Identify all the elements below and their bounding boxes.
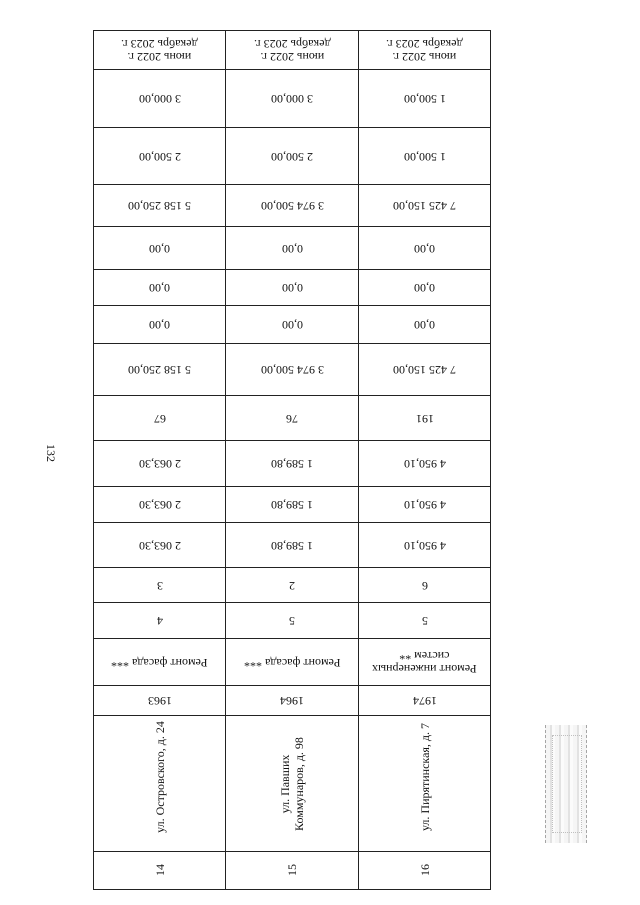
cell-residents: 76 [226, 396, 359, 441]
cell-entrances: 2 [226, 568, 359, 603]
row-regional-budget [94, 270, 491, 306]
cell-period: июнь 2022 г. декабрь 2023 г. [359, 31, 491, 70]
cell-address: ул. Островского, д. 24 [94, 716, 226, 852]
cell-entrances: 3 [94, 568, 226, 603]
row-residents [94, 396, 491, 441]
cell-work-type: Ремонт инженерных систем ** [359, 639, 491, 686]
row-apartments-area [94, 487, 491, 523]
row-address [94, 716, 491, 852]
row-entrances [94, 568, 491, 603]
cell-owner-funds: 5 158 250,00 [94, 185, 226, 227]
cell-residents: 191 [359, 396, 491, 441]
cell-local-budget: 0,00 [94, 227, 226, 270]
cell-regional-budget: 0,00 [359, 270, 491, 306]
cell-residential-area: 1 589,80 [226, 441, 359, 487]
cell-fund-support: 0,00 [94, 306, 226, 344]
cell-total-cost: 3 974 500,00 [226, 344, 359, 396]
cell-regional-budget: 0,00 [226, 270, 359, 306]
row-number [94, 852, 491, 890]
row-local-budget [94, 227, 491, 270]
cell-floors: 4 [94, 603, 226, 639]
cell-unit-cost: 1 500,00 [359, 128, 491, 185]
cell-apartments-area: 2 063,30 [94, 487, 226, 523]
row-cost-limit [94, 70, 491, 128]
scanned-stamp-image [545, 725, 587, 843]
row-floors [94, 603, 491, 639]
row-unit-cost [94, 128, 491, 185]
cell-total-cost: 5 158 250,00 [94, 344, 226, 396]
cell-local-budget: 0,00 [226, 227, 359, 270]
cell-unit-cost: 2 500,00 [226, 128, 359, 185]
cell-owner-funds: 7 425 150,00 [359, 185, 491, 227]
page-number: 132 [44, 444, 58, 462]
cell-cost-limit: 1 500,00 [359, 70, 491, 128]
cell-floors: 5 [226, 603, 359, 639]
cell-row-number: 14 [94, 852, 226, 890]
cell-year: 1964 [226, 686, 359, 716]
row-work-type [94, 639, 491, 686]
cell-apartments-area: 1 589,80 [226, 487, 359, 523]
cell-local-budget: 0,00 [359, 227, 491, 270]
cell-regional-budget: 0,00 [94, 270, 226, 306]
cell-unit-cost: 2 500,00 [94, 128, 226, 185]
cell-row-number: 16 [359, 852, 491, 890]
cell-cost-limit: 3 000,00 [226, 70, 359, 128]
cell-address: ул. Павших Коммунаров, д. 98 [226, 716, 359, 852]
cell-residential-area: 4 950,10 [359, 441, 491, 487]
cell-row-number: 15 [226, 852, 359, 890]
row-fund-support [94, 306, 491, 344]
cell-total-area: 1 589,80 [226, 523, 359, 568]
cell-residential-area: 2 063,30 [94, 441, 226, 487]
cell-owner-funds: 3 974 500,00 [226, 185, 359, 227]
cell-cost-limit: 3 000,00 [94, 70, 226, 128]
cell-work-type: Ремонт фасада *** [94, 639, 226, 686]
cell-work-type: Ремонт фасада *** [226, 639, 359, 686]
cell-fund-support: 0,00 [226, 306, 359, 344]
housing-repair-table [93, 30, 491, 890]
cell-residents: 67 [94, 396, 226, 441]
cell-entrances: 6 [359, 568, 491, 603]
cell-floors: 5 [359, 603, 491, 639]
cell-address: ул. Пирятинская, д. 7 [359, 716, 491, 852]
row-year [94, 686, 491, 716]
cell-total-area: 4 950,10 [359, 523, 491, 568]
cell-apartments-area: 4 950,10 [359, 487, 491, 523]
cell-year: 1974 [359, 686, 491, 716]
cell-period: июнь 2022 г. декабрь 2023 г. [226, 31, 359, 70]
row-total-cost [94, 344, 491, 396]
cell-total-cost: 7 425 150,00 [359, 344, 491, 396]
cell-fund-support: 0,00 [359, 306, 491, 344]
row-owner-funds [94, 185, 491, 227]
cell-total-area: 2 063,30 [94, 523, 226, 568]
row-period [94, 31, 491, 70]
cell-period: июнь 2022 г. декабрь 2023 г. [94, 31, 226, 70]
row-residential-area [94, 441, 491, 487]
row-total-area [94, 523, 491, 568]
cell-year: 1963 [94, 686, 226, 716]
